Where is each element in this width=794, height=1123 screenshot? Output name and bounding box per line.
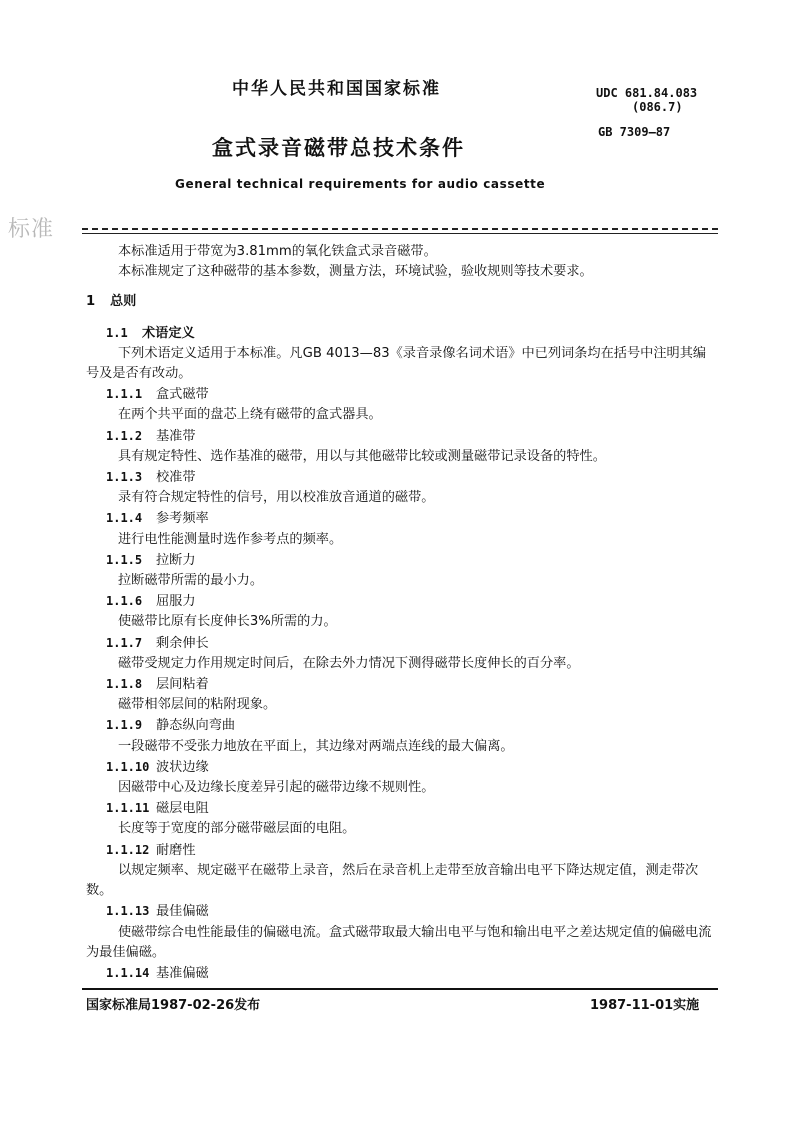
term-definition: 录有符合规定特性的信号，用以校准放音通道的磁带。 [118, 490, 435, 506]
term-number: 1.1.11 [106, 801, 150, 816]
section-title: 总则 [110, 294, 137, 310]
term-definition: 以规定频率、规定磁平在磁带上录音，然后在录音机上走带至放音输出电平下降达规定值，测走带次数。 [86, 862, 699, 899]
effective-date: 1987-11-01实施 [590, 998, 700, 1013]
udc-code [596, 86, 697, 114]
term-number: 1.1.1 [106, 387, 143, 402]
term-number: 1.1.6 [106, 594, 143, 609]
term-definition: 具有规定特性、选作基准的磁带，用以与其他磁带比较或测量磁带记录设备的特性。 [118, 448, 606, 464]
footer-rule [82, 988, 718, 990]
term-label: 静态纵向弯曲 [156, 718, 236, 734]
subsection-text: 下列术语定义适用于本标准。凡GB 4013—83《录音录像名词术语》中已列词条均在括号中注明其编号及是否有改动。 [86, 345, 707, 382]
document-body [86, 242, 716, 984]
gb-code: GB 7309—87 [598, 125, 671, 139]
term-label: 基准带 [156, 428, 196, 444]
intro-paragraph: 本标准规定了这种磁带的基本参数，测量方法，环境试验，验收规则等技术要求。 [118, 264, 593, 280]
term-heading [86, 757, 716, 778]
term-number: 1.1.2 [106, 428, 143, 443]
term-definition: 使磁带综合电性能最佳的偏磁电流。盒式磁带取最大输出电平与饱和输出电平之差达规定值的偏磁电流为最佳偏磁。 [86, 924, 712, 960]
term-definition: 一段磁带不受张力地放在平面上，其边缘对两端点连线的最大偏离。 [118, 738, 514, 754]
term-definition: 使磁带比原有长度伸长3%所需的力。 [118, 614, 337, 630]
term-definition: 因磁带中心及边缘长度差异引起的磁带边缘不规则性。 [118, 780, 435, 796]
terms-list [86, 384, 716, 984]
term-heading [86, 963, 716, 984]
document-title: 盒式录音磁带总技术条件 [212, 136, 465, 160]
term-label: 基准偏磁 [156, 965, 209, 981]
term-heading [86, 508, 716, 529]
term-number: 1.1.9 [106, 718, 143, 733]
term-label: 波状边缘 [156, 759, 209, 775]
subsection-title: 术语定义 [142, 325, 195, 341]
term-number: 1.1.3 [106, 470, 143, 485]
term-number: 1.1.13 [106, 904, 150, 919]
header-dashed-rule [82, 228, 718, 230]
term-number: 1.1.14 [106, 965, 150, 980]
term-label: 磁层电阻 [156, 801, 209, 817]
term-number: 1.1.4 [106, 511, 143, 526]
section-number: 1 [86, 294, 96, 310]
term-number: 1.1.12 [106, 842, 150, 857]
udc-line-2: (086.7) [632, 100, 683, 114]
term-heading [86, 426, 716, 447]
term-label: 盒式磁带 [156, 387, 209, 403]
term-heading [86, 550, 716, 571]
term-heading [86, 840, 716, 861]
term-label: 层间粘着 [156, 677, 209, 693]
udc-line-1: UDC 681.84.083 [596, 86, 698, 100]
term-label: 校准带 [156, 470, 196, 486]
term-heading [86, 798, 716, 819]
term-heading [86, 591, 716, 612]
subsection-heading [86, 323, 716, 344]
watermark-text: 标准 [8, 217, 55, 242]
national-standard-heading: 中华人民共和国国家标准 [232, 79, 441, 99]
term-definition: 拉断磁带所需的最小力。 [118, 573, 264, 589]
term-number: 1.1.7 [106, 635, 143, 650]
term-label: 拉断力 [156, 552, 196, 568]
term-label: 参考频率 [156, 511, 209, 527]
term-number: 1.1.8 [106, 677, 143, 692]
term-number: 1.1.10 [106, 759, 150, 774]
term-definition: 进行电性能测量时选作参考点的频率。 [118, 531, 343, 547]
issue-date: 国家标准局1987-02-26发布 [86, 998, 261, 1013]
term-heading [86, 674, 716, 695]
intro-paragraph: 本标准适用于带宽为3.81mm的氧化铁盒式录音磁带。 [118, 244, 437, 259]
document-title-english: General technical requirements for audio cassette [175, 177, 546, 191]
term-heading [86, 715, 716, 736]
subsection-number: 1.1 [106, 325, 128, 340]
term-definition: 长度等于宽度的部分磁带磁层面的电阻。 [118, 821, 356, 837]
term-definition: 在两个共平面的盘芯上绕有磁带的盒式器具。 [118, 407, 382, 423]
term-definition: 磁带相邻层间的粘附现象。 [118, 697, 277, 713]
term-number: 1.1.5 [106, 552, 143, 567]
term-heading [86, 467, 716, 488]
term-definition: 磁带受规定力作用规定时间后，在除去外力情况下测得磁带长度伸长的百分率。 [118, 655, 580, 671]
term-heading [86, 633, 716, 654]
term-heading [86, 901, 716, 922]
header-solid-rule [82, 233, 718, 234]
term-label: 最佳偏磁 [156, 904, 209, 920]
term-label: 耐磨性 [156, 842, 196, 858]
term-label: 屈服力 [156, 594, 196, 610]
section-heading [86, 292, 716, 312]
term-heading [86, 384, 716, 405]
term-label: 剩余伸长 [156, 635, 209, 651]
